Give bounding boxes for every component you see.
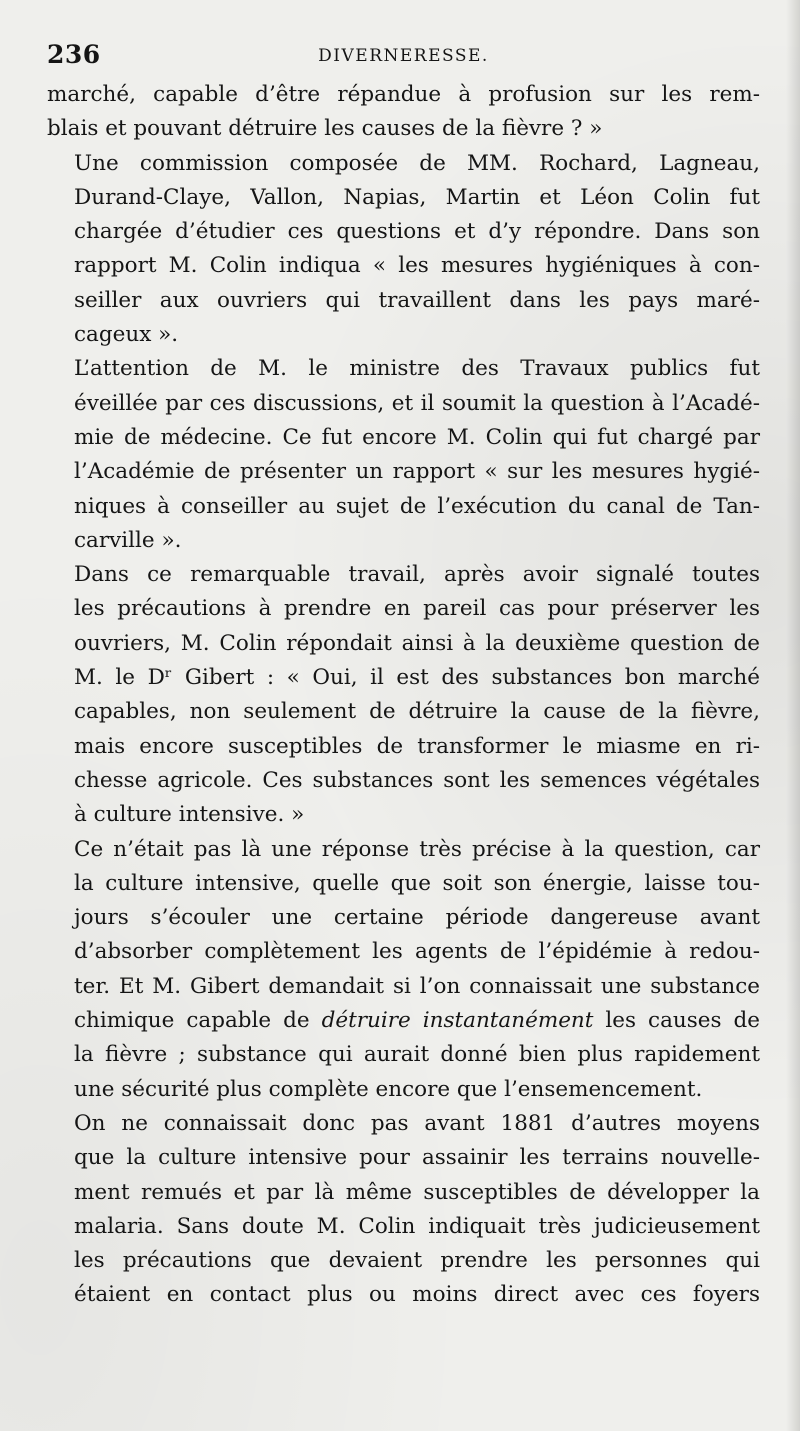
text-line: à culture intensive. »: [74, 802, 305, 828]
body-text: [47, 78, 760, 1313]
text-line: éveillée par ces discussions, et il soumit la question à l’Acadé-: [74, 390, 760, 416]
running-title: DIVERNERESSE.: [318, 46, 489, 66]
text-line: On ne connaissait donc pas avant 1881 d’autres moyens: [74, 1110, 760, 1136]
text-line: les précautions à prendre en pareil cas pour préserver les: [74, 596, 760, 622]
text-line: chesse agricole. Ces substances sont les semences végétales: [74, 767, 760, 793]
text-line: étaient en contact plus ou moins direct avec ces foyers: [74, 1282, 760, 1308]
text-line: M. le Dʳ Gibert : « Oui, il est des substances bon marché: [74, 665, 760, 691]
running-head: [47, 40, 760, 78]
text-line: chargée d’étudier ces questions et d’y répondre. Dans son: [74, 219, 760, 245]
text-line: la culture intensive, quelle que soit son énergie, laisse tou-: [74, 870, 760, 896]
text-line: carville ».: [74, 527, 182, 553]
text-line: ouvriers, M. Colin répondait ainsi à la deuxième question de: [74, 630, 760, 656]
paragraph-4: [47, 558, 760, 832]
text-line: mie de médecine. Ce fut encore M. Colin qui fut chargé par: [74, 424, 760, 450]
paragraph-3: [47, 352, 760, 558]
text-line: chimique capable de détruire instantanément les causes de: [74, 1008, 760, 1034]
text-line: Une commission composée de MM. Rochard, Lagneau,: [74, 150, 760, 176]
text-line: rapport M. Colin indiqua « les mesures hygiéniques à con-: [74, 253, 760, 279]
text-line: l’Académie de présenter un rapport « sur les mesures hygié-: [74, 459, 760, 485]
page-number: 236: [47, 40, 101, 69]
text-line: une sécurité plus complète encore que l’ensemencement.: [74, 1076, 703, 1102]
text-line: ter. Et M. Gibert demandait si l’on connaissait une substance: [74, 973, 760, 999]
text-line: ment remués et par là même susceptibles de développer la: [74, 1179, 760, 1205]
text-line: Ce n’était pas là une réponse très précise à la question, car: [74, 836, 760, 862]
text-line: capables, non seulement de détruire la cause de la fièvre,: [74, 699, 760, 725]
text-line: L’attention de M. le ministre des Travaux publics fut: [74, 356, 760, 382]
paragraph-6: [47, 1107, 760, 1313]
text-line: jours s’écouler une certaine période dangereuse avant: [74, 905, 760, 931]
text-line: malaria. Sans doute M. Colin indiquait très judicieusement: [74, 1213, 760, 1239]
text-line: niques à conseiller au sujet de l’exécution du canal de Tan-: [74, 493, 760, 519]
text-line: que la culture intensive pour assainir les terrains nouvelle-: [74, 1145, 760, 1171]
paragraph-5: [47, 833, 760, 1107]
text-line: Durand-Claye, Vallon, Napias, Martin et Léon Colin fut: [74, 184, 760, 210]
text-line: d’absorber complètement les agents de l’épidémie à redou-: [74, 939, 760, 965]
emphasis-text: détruire instantanément: [321, 1008, 594, 1034]
text-line: Dans ce remarquable travail, après avoir signalé toutes: [74, 562, 760, 588]
paragraph-1: [47, 78, 760, 147]
text-line: marché, capable d’être répandue à profusion sur les rem-: [47, 82, 760, 107]
text-line: blais et pouvant détruire les causes de la fièvre ? »: [47, 116, 603, 142]
text-line: la fièvre ; substance qui aurait donné bien plus rapidement: [74, 1042, 760, 1068]
text-line: seiller aux ouvriers qui travaillent dans les pays maré-: [74, 287, 760, 313]
text-line: mais encore susceptibles de transformer le miasme en ri-: [74, 733, 760, 759]
text-line: les précautions que devaient prendre les personnes qui: [74, 1248, 760, 1274]
text-line: cageux ».: [74, 322, 179, 348]
paragraph-2: [47, 147, 760, 353]
